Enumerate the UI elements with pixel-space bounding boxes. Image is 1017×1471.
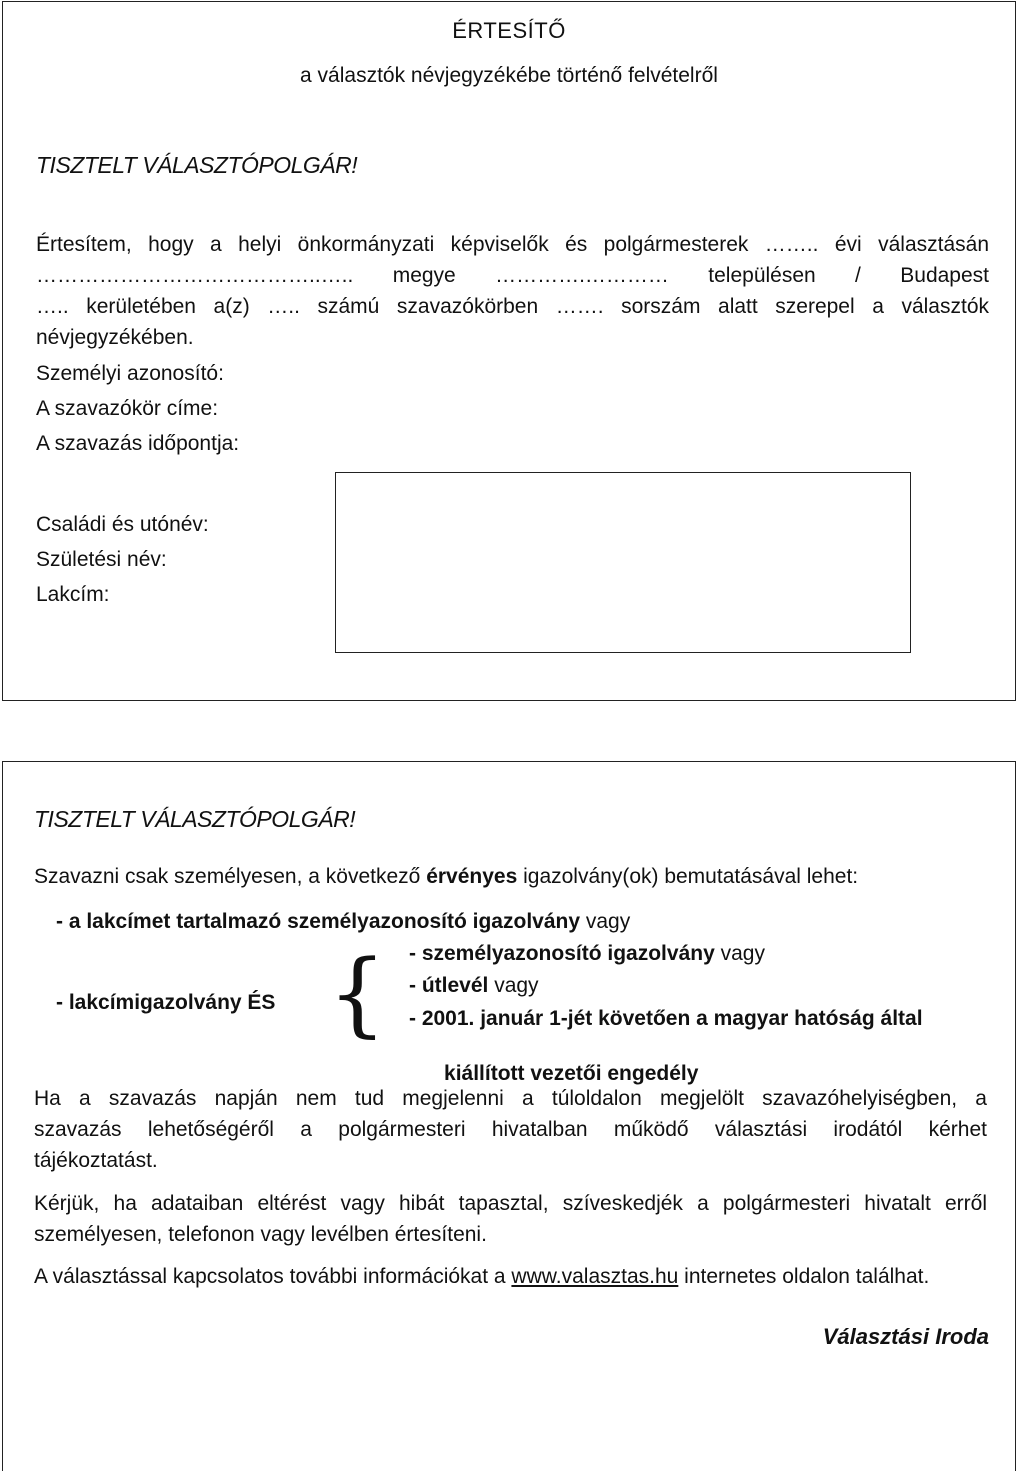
- id-option-2-item-text: vagy: [488, 974, 539, 997]
- address-label: Lakcím:: [36, 583, 110, 606]
- correction-line: személyesen, telefonon vagy levélben értesíteni.: [34, 1223, 487, 1246]
- personal-id-label: Személyi azonosító:: [36, 362, 224, 385]
- notice-title: ÉRTESÍTŐ: [452, 18, 566, 43]
- website-text: A választással kapcsolatos további információkat a: [34, 1265, 512, 1288]
- info-salutation: TISZTELT VÁLASZTÓPOLGÁR!: [34, 806, 356, 832]
- notice-salutation: TISZTELT VÁLASZTÓPOLGÁR!: [36, 152, 358, 178]
- signature: Választási Iroda: [822, 1324, 989, 1349]
- address-window-box: [335, 472, 911, 653]
- id-option-2-item-bold: - 2001. január 1-jét követően a magyar hatóság által: [409, 1007, 923, 1030]
- correction-line: Kérjük, ha adataiban eltérést vagy hibát tapasztal, szíveskedjék a polgármesteri hivatalt erről: [34, 1192, 987, 1215]
- absence-paragraph: [34, 1083, 987, 1176]
- info-card: [2, 761, 1016, 1471]
- id-option-1-text: vagy: [580, 910, 631, 933]
- id-option-2-left: - lakcímigazolvány ÉS: [56, 991, 276, 1014]
- id-intro-text: Szavazni csak személyesen, a következő: [34, 865, 427, 888]
- notice-subtitle: a választók névjegyzékébe történő felvételről: [300, 64, 718, 87]
- brace-icon: {: [328, 940, 387, 1047]
- id-option-2-item-bold: - személyazonosító igazolvány: [409, 942, 715, 965]
- id-intro-bold: érvényes: [426, 865, 518, 888]
- id-option-2-item: [409, 1007, 923, 1031]
- id-intro: [34, 865, 858, 889]
- id-option-2-item: [409, 942, 765, 966]
- name-label: Családi és utónév:: [36, 513, 209, 536]
- absence-line: Ha a szavazás napján nem tud megjelenni a túloldalon megjelölt szavazóhelyiségben, a: [34, 1087, 987, 1110]
- id-option-2-item-bold: - útlevél: [409, 974, 489, 997]
- website-text: internetes oldalon találhat.: [678, 1265, 930, 1288]
- notice-body-line: Értesítem, hogy a helyi önkormányzati képviselők és polgármesterek …….. évi választásán: [36, 233, 989, 256]
- id-option-2-item-bold: kiállított vezetői engedély: [432, 1062, 699, 1085]
- voting-time-label: A szavazás időpontja:: [36, 432, 240, 455]
- birth-name-label: Születési név:: [36, 548, 167, 571]
- absence-line: tájékoztatást.: [34, 1149, 158, 1172]
- id-option-1-bold: - a lakcímet tartalmazó személyazonosító igazolvány: [56, 910, 581, 933]
- notice-body-line: …………………………………..….. megye ………….………… településen / Budapest: [36, 264, 989, 287]
- polling-address-label: A szavazókör címe:: [36, 397, 219, 420]
- notice-body-line: névjegyzékében.: [36, 326, 194, 349]
- absence-line: szavazás lehetőségéről a polgármesteri hivatalban működő választási irodától kérhet: [34, 1118, 987, 1141]
- correction-paragraph: [34, 1188, 987, 1250]
- notice-body-line: ….. kerületében a(z) ….. számú szavazókörben ……. sorszám alatt szerepel a választók: [36, 295, 989, 318]
- id-option-2-item: [409, 974, 539, 998]
- id-option-2-item-text: vagy: [714, 942, 765, 965]
- website-paragraph: [34, 1265, 929, 1289]
- id-intro-text: igazolvány(ok) bemutatásával lehet:: [517, 865, 859, 888]
- notice-card: [2, 1, 1016, 701]
- id-option-1: [56, 910, 630, 934]
- website-link[interactable]: www.valasztas.hu: [511, 1265, 679, 1288]
- notice-body: [36, 229, 989, 353]
